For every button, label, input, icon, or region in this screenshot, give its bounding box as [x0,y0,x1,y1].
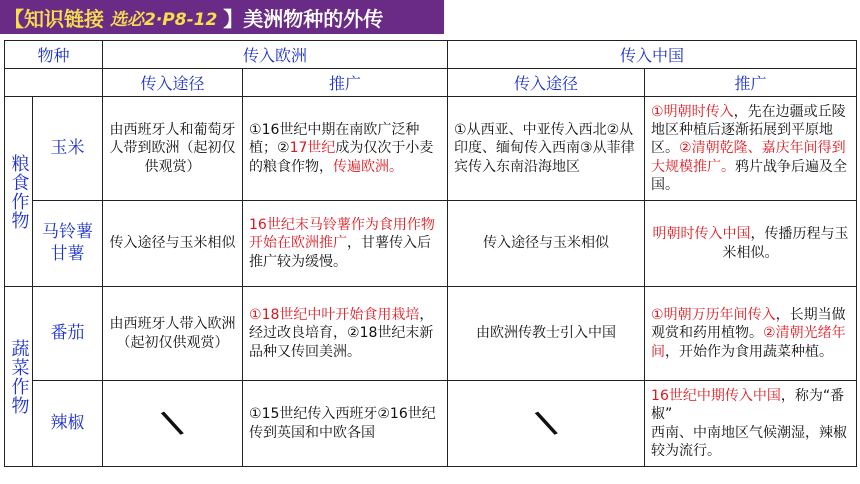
potato-eu-promote: 16世纪末马铃薯作为食用作物开始在欧洲推广，甘薯传入后推广较为缓慢。 [243,201,448,287]
tomato-eu-route: 由西班牙人带入欧洲（起初仅供观赏） [103,287,243,381]
potato-cn-route: 传入途径与玉米相似 [448,201,645,287]
pepper-cn-route: \ [448,381,645,467]
corn-cn-promote: ①明朝时传入，先在边疆或丘陵地区种植后逐渐拓展到平原地区。②清朝乾隆、嘉庆年间得到大规模推广。鸦片战争后遍及全国。 [645,97,857,201]
corn-eu-promote: ①16世纪中期在南欧广泛种植；②17世纪成为仅次于小麦的粮食作物，传遍欧洲。 [243,97,448,201]
header-empty [5,69,103,97]
tomato-eu-promote: ①18世纪中叶开始食用栽培，经过改良培育，②18世纪末新品种又传回美洲。 [243,287,448,381]
tomato-cn-route: 由欧洲传教士引入中国 [448,287,645,381]
tomato-cn-promote: ①明朝万历年间传入，长期当做观赏和药用植物。②清朝光绪年间，开始作为食用蔬菜种植。 [645,287,857,381]
pepper-cn-promote: 16世纪中期传入中国，称为“番椒” 西南、中南地区气候潮湿，辣椒较为流行。 [645,381,857,467]
crop-potato: 马铃薯 甘薯 [33,201,103,287]
category-vegetable: 蔬菜作物 [5,287,33,467]
header-species: 物种 [5,41,103,69]
pepper-eu-route: \ [103,381,243,467]
corn-cn-route: ①从西亚、中亚传入西北②从印度、缅甸传入西南③从菲律宾传入东南沿海地区 [448,97,645,201]
header-china: 传入中国 [448,41,857,69]
header-eu-route: 传入途径 [103,69,243,97]
species-table [4,40,857,467]
header-cn-promote: 推广 [645,69,857,97]
potato-eu-route: 传入途径与玉米相似 [103,201,243,287]
potato-cn-promote: 明朝时传入中国，传播历程与玉米相似。 [645,201,857,287]
header-eu-promote: 推广 [243,69,448,97]
category-grain: 粮食作物 [5,97,33,287]
crop-tomato: 番茄 [33,287,103,381]
title-reference: 选必2·P8-12 [110,9,218,30]
corn-eu-route: 由西班牙人和葡萄牙人带到欧洲（起初仅供观赏） [103,97,243,201]
header-cn-route: 传入途径 [448,69,645,97]
header-europe: 传入欧洲 [103,41,448,69]
title-main: 】美洲物种的外传 [223,6,384,31]
pepper-eu-promote: ①15世纪传入西班牙②16世纪传到英国和中欧各国 [243,381,448,467]
title-banner [0,0,444,34]
title-tag: 【知识链接 [4,6,104,31]
crop-pepper: 辣椒 [33,381,103,467]
crop-corn: 玉米 [33,97,103,201]
